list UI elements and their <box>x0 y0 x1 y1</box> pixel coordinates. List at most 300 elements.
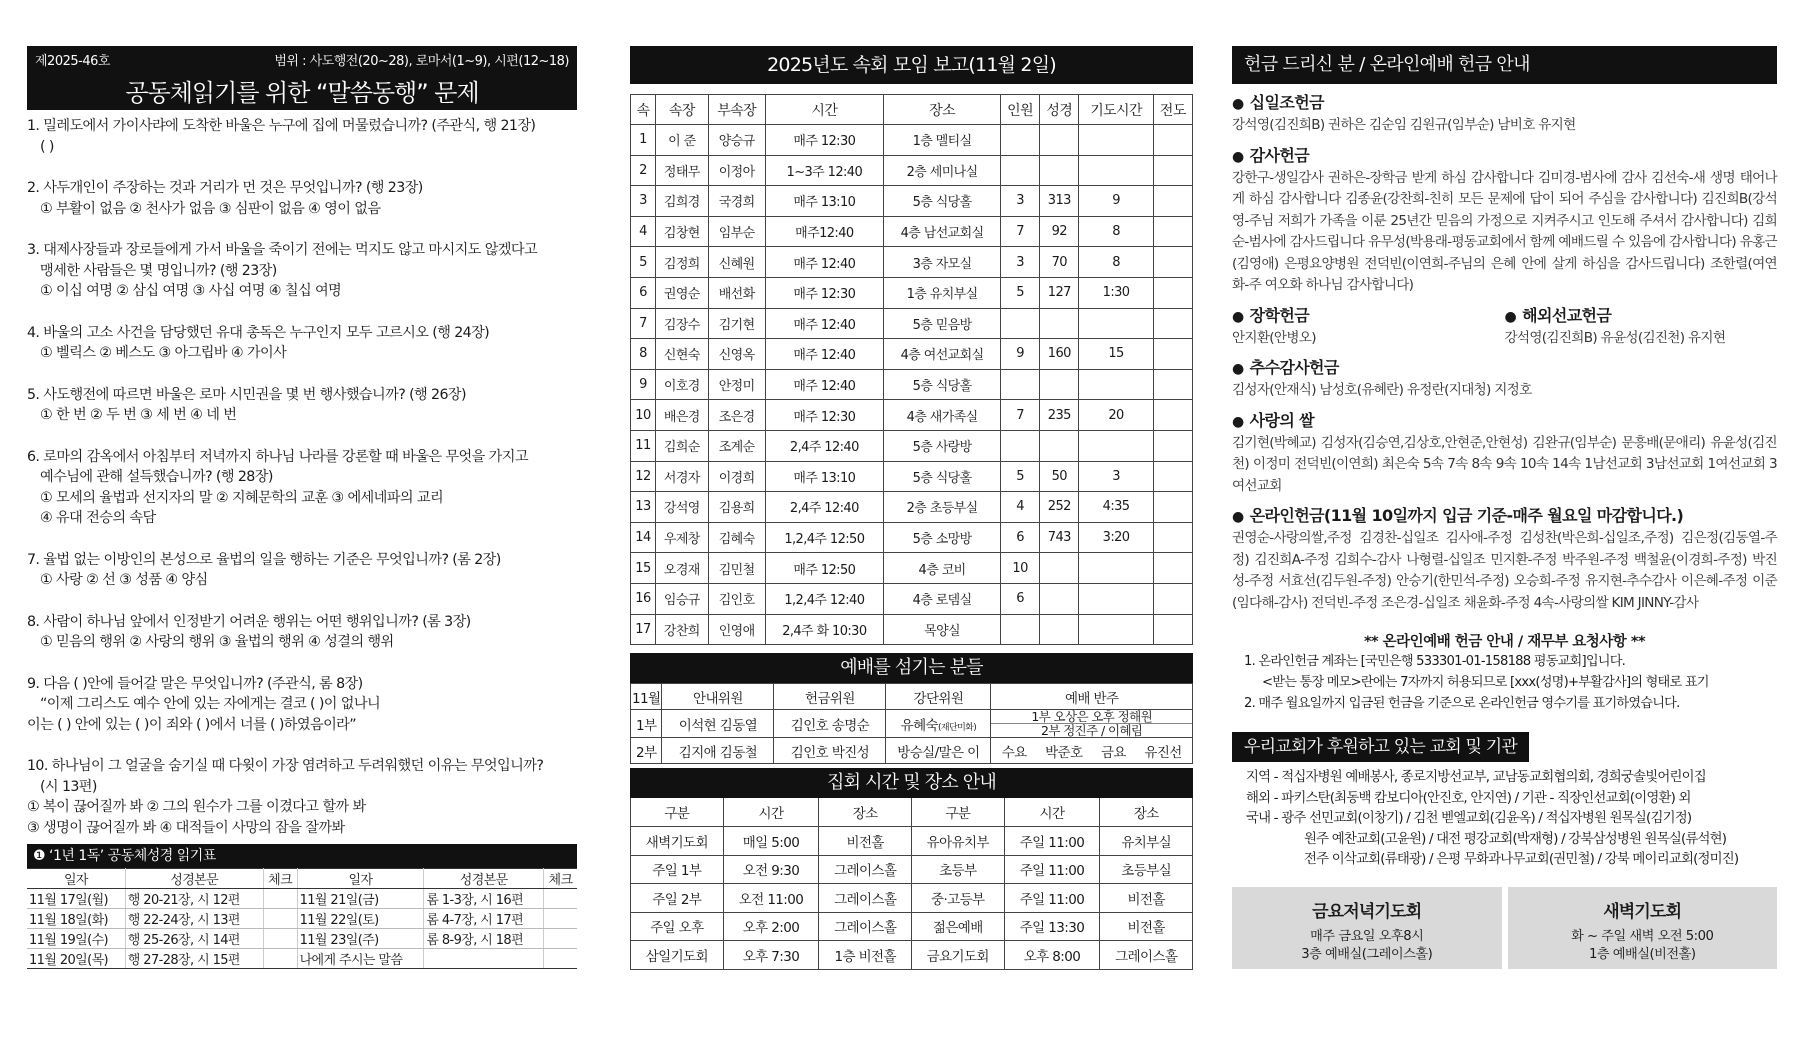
schedule-cell-header: 구분 <box>911 798 1004 827</box>
meeting-cell: 김희순 <box>655 430 708 461</box>
reading-cell <box>544 889 577 909</box>
meeting-cell: 국경희 <box>708 186 765 217</box>
meeting-cell: 임부순 <box>708 216 765 247</box>
meeting-cell: 정태무 <box>655 155 708 186</box>
meeting-cell <box>1079 614 1153 645</box>
reading-cell <box>424 949 544 969</box>
meeting-cell: 이정아 <box>708 155 765 186</box>
meeting-cell: 10 <box>1000 553 1039 584</box>
reading-cell <box>544 929 577 949</box>
meeting-cell: 8 <box>1079 216 1153 247</box>
reading-cell-header: 일자 <box>27 869 125 889</box>
reading-plan-title: ❶ ‘1년 1독’ 공동체성경 읽기표 <box>27 844 577 868</box>
schedule-cell: 오후 7:30 <box>723 941 819 970</box>
schedule-cell-header: 구분 <box>631 798 724 827</box>
meeting-cell: 3 <box>1000 186 1039 217</box>
schedule-row <box>631 912 1193 941</box>
meeting-cell <box>1079 553 1153 584</box>
meeting-cell: 4층 남선교회실 <box>884 216 1001 247</box>
reading-range: 범위 : 사도행전(20~28), 로마서(1~9), 시편(12~18) <box>274 54 569 69</box>
schedule-cell: 오전 11:00 <box>723 884 819 913</box>
offering-column <box>1232 46 1777 969</box>
meeting-cell <box>1153 522 1192 553</box>
online-title: ● 온라인헌금(11월 10일까지 입금 기준-매주 월요일 마감합니다.) <box>1232 505 1777 528</box>
meeting-cell-header: 인원 <box>1000 95 1039 125</box>
schedule-cell: 초등부실 <box>1100 855 1193 884</box>
meeting-cell: 3:20 <box>1079 522 1153 553</box>
meeting-cell: 4층 코비 <box>884 553 1001 584</box>
reading-cell-header: 성경본문 <box>125 869 263 889</box>
meeting-cell: 목양실 <box>884 614 1001 645</box>
meeting-cell: 4 <box>631 216 656 247</box>
meeting-cell <box>1040 125 1079 156</box>
schedule-cell: 유아유치부 <box>911 827 1004 856</box>
meeting-cell: 김민철 <box>708 553 765 584</box>
meeting-cell: 12 <box>631 461 656 492</box>
meeting-row <box>631 155 1193 186</box>
reading-cell: 롬 1-3장, 시 16편 <box>424 889 544 909</box>
meeting-column <box>630 46 1193 970</box>
schedule-cell: 비전홀 <box>1100 912 1193 941</box>
meeting-cell: 매주 12:30 <box>765 277 884 308</box>
meeting-cell <box>1079 125 1153 156</box>
meeting-cell: 4층 로뎀실 <box>884 583 1001 614</box>
servers-title: 예배를 섬기는 분들 <box>630 653 1193 683</box>
meeting-cell: 양승규 <box>708 125 765 156</box>
reading-row <box>27 889 577 909</box>
reading-row <box>27 949 577 969</box>
question-2: 2. 사두개인이 주장하는 것과 거리가 먼 것은 무엇입니까? (행 23장) ① 부활이 없음 ② 천사가 없음 ③ 심판이 없음 ④ 영이 없음 <box>27 180 423 217</box>
meeting-row <box>631 247 1193 278</box>
mission-list: 강석영(김진희B) 유윤성(김진천) 유지현 <box>1504 329 1726 346</box>
meeting-cell <box>1000 430 1039 461</box>
schedule-cell: 비전홀 <box>819 827 912 856</box>
reading-cell-header: 성경본문 <box>424 869 544 889</box>
schedule-cell: 주일 1부 <box>631 855 724 884</box>
question-7: 7. 율법 없는 이방인의 본성으로 율법의 일을 행하는 기준은 무엇입니까? (롬 2장) ① 사랑 ② 선 ③ 성품 ④ 양심 <box>27 551 501 588</box>
meeting-cell <box>1153 553 1192 584</box>
meeting-cell <box>1153 186 1192 217</box>
meeting-cell: 신혜원 <box>708 247 765 278</box>
meeting-cell: 5층 식당홀 <box>884 461 1001 492</box>
meeting-cell: 2 <box>631 155 656 186</box>
reading-cell <box>263 889 297 909</box>
schedule-row <box>631 884 1193 913</box>
meeting-cell <box>1153 492 1192 523</box>
meeting-report-title: 2025년도 속회 모임 보고(11월 2일) <box>630 46 1193 84</box>
meeting-cell: 160 <box>1040 339 1079 370</box>
meeting-cell: 9 <box>631 369 656 400</box>
meeting-cell: 17 <box>631 614 656 645</box>
meeting-cell: 2층 초등부실 <box>884 492 1001 523</box>
meeting-cell: 313 <box>1040 186 1079 217</box>
quiz-column <box>27 46 577 969</box>
question-10: 10. 하나님이 그 얼굴을 숨기실 때 다윗이 가장 염려하고 두려워했던 이유는 무엇입니까? (시 13편) ① 복이 끊어질까 봐 ② 그의 원수가 그를 이겼다고 할까 봐 ③ 생명이 끊어질까 봐 ④ 대적들이 사망의 잠을 잘까봐 <box>27 758 544 836</box>
schedule-cell: 1층 비전홀 <box>819 941 912 970</box>
reading-cell <box>544 909 577 929</box>
meeting-cell: 오경재 <box>655 553 708 584</box>
meeting-cell: 4 <box>1000 492 1039 523</box>
meeting-cell: 김혜숙 <box>708 522 765 553</box>
question-8: 8. 사람이 하나님 앞에서 인정받기 어려운 행위는 어떤 행위입니까? (롬 3장) ① 믿음의 행위 ② 사랑의 행위 ③ 율법의 행위 ④ 성결의 행위 <box>27 613 471 650</box>
schedule-cell: 그레이스홀 <box>1100 941 1193 970</box>
meeting-cell: 임승규 <box>655 583 708 614</box>
meeting-cell: 70 <box>1040 247 1079 278</box>
meeting-cell: 매주 12:50 <box>765 553 884 584</box>
schedule-cell: 그레이스홀 <box>819 884 912 913</box>
quiz-header <box>27 46 577 110</box>
schedule-cell: 주일 13:30 <box>1004 912 1100 941</box>
meeting-cell: 매주 12:30 <box>765 400 884 431</box>
meeting-cell <box>1000 155 1039 186</box>
friday-prayer-box: 금요저녁기도회 매주 금요일 오후8시 3층 예배실(그레이스홀) <box>1232 887 1502 969</box>
meeting-cell: 김창현 <box>655 216 708 247</box>
meeting-cell <box>1153 583 1192 614</box>
schedule-cell-header: 시간 <box>1004 798 1100 827</box>
reading-cell: 행 25-26장, 시 14편 <box>125 929 263 949</box>
meeting-row <box>631 614 1193 645</box>
meeting-cell: 6 <box>1000 522 1039 553</box>
schedule-cell-header: 장소 <box>1100 798 1193 827</box>
schedule-row <box>631 855 1193 884</box>
meeting-cell: 배선화 <box>708 277 765 308</box>
meeting-cell <box>1153 369 1192 400</box>
meeting-row <box>631 216 1193 247</box>
schedule-cell: 중·고등부 <box>911 884 1004 913</box>
schedule-cell: 주일 11:00 <box>1004 827 1100 856</box>
meeting-cell: 6 <box>1000 583 1039 614</box>
meeting-cell <box>1153 430 1192 461</box>
reading-cell-header: 일자 <box>297 869 424 889</box>
meeting-cell <box>1000 614 1039 645</box>
schedule-header-row <box>631 798 1193 827</box>
meeting-row <box>631 430 1193 461</box>
meeting-cell <box>1079 308 1153 339</box>
schedule-cell: 매일 5:00 <box>723 827 819 856</box>
harvest-title: ● 추수감사헌금 <box>1232 357 1777 380</box>
meeting-cell-header: 전도 <box>1153 95 1192 125</box>
meeting-cell: 4층 새가족실 <box>884 400 1001 431</box>
meeting-cell: 매주 12:40 <box>765 247 884 278</box>
reading-cell: 롬 8-9장, 시 18편 <box>424 929 544 949</box>
reading-cell: 11월 22일(토) <box>297 909 424 929</box>
issue-number: 제2025-46호 <box>35 54 110 69</box>
servers-row-2: 2부 김지애 김동철 김인호 박진성 방승실/말은 이 수요 박준호 금요 유진선 <box>631 738 1193 764</box>
meeting-cell-header: 속장 <box>655 95 708 125</box>
meeting-row <box>631 369 1193 400</box>
question-9: 9. 다음 ( )안에 들어갈 말은 무엇입니까? (주관식, 롬 8장) “이제 그리스도 예수 안에 있는 자에게는 결코 ( )이 없나니 이는 ( ) 안에 있는 ( )이 죄와 ( )에서 너를 ( )하였음이라” <box>27 675 381 733</box>
schedule-cell: 그레이스홀 <box>819 855 912 884</box>
mission-title: ● 해외선교헌금 <box>1505 305 1778 328</box>
meeting-cell: 235 <box>1040 400 1079 431</box>
meeting-cell: 조계순 <box>708 430 765 461</box>
meeting-cell: 이경희 <box>708 461 765 492</box>
meeting-row <box>631 308 1193 339</box>
meeting-cell <box>1079 155 1153 186</box>
meeting-cell <box>1000 369 1039 400</box>
scholarship-title: ● 장학헌금 <box>1232 305 1505 328</box>
meeting-cell-header: 시간 <box>765 95 884 125</box>
meeting-cell <box>1153 614 1192 645</box>
meeting-cell: 7 <box>1000 216 1039 247</box>
reading-cell: 11월 19일(수) <box>27 929 125 949</box>
reading-plan-table <box>27 868 577 969</box>
support-title: 우리교회가 후원하고 있는 교회 및 기관 <box>1232 732 1529 762</box>
reading-cell: 11월 21일(금) <box>297 889 424 909</box>
meeting-row <box>631 186 1193 217</box>
meeting-cell: 1층 멜티실 <box>884 125 1001 156</box>
meeting-cell-header: 성경 <box>1040 95 1079 125</box>
meeting-cell: 이호경 <box>655 369 708 400</box>
reading-cell <box>263 909 297 929</box>
meeting-cell: 1:30 <box>1079 277 1153 308</box>
question-4: 4. 바울의 고소 사건을 담당했던 유대 총독은 누구인지 모두 고르시오 (행 24장) ① 벨릭스 ② 베스도 ③ 아그립바 ④ 가이사 <box>27 324 490 361</box>
thanks-title: ● 감사헌금 <box>1232 145 1777 168</box>
meeting-cell: 이 준 <box>655 125 708 156</box>
meeting-cell: 1,2,4주 12:40 <box>765 583 884 614</box>
meeting-cell <box>1153 400 1192 431</box>
schedule-cell: 젊은예배 <box>911 912 1004 941</box>
reading-cell: 11월 17일(월) <box>27 889 125 909</box>
tithe-title: ● 십일조헌금 <box>1232 92 1777 115</box>
support-list: 지역 - 적십자병원 예배봉사, 종로지방선교부, 교남동교회협의회, 경희궁솔빛어린이집 해외 - 파키스탄(최동백 캄보디아(안진호, 안지연) / 기관 - 직장인선교회(이영환) 외 국내 - 광주 선민교회(이창기) / 김천 벧엘교회(김윤옥) / 적십자병원 원목실(김기정) 원주 예찬교회(고윤원) / 대전 평강교회(박재형) / 강북삼성병원 원목실(류석현) 전주 이삭교회(류태광) / 은평 무화과나무교회(권민철) / 강북 메이리교회(정미진) <box>1246 770 1739 867</box>
meeting-cell: 안정미 <box>708 369 765 400</box>
meeting-cell: 김기현 <box>708 308 765 339</box>
meeting-cell: 2,4주 화 10:30 <box>765 614 884 645</box>
meeting-cell: 김용희 <box>708 492 765 523</box>
thanks-list: 강한구-생일감사 권하은-장학금 받게 하심 감사합니다 김미경-범사에 감사 김선숙-새 생명 태어나게 하심 감사합니다 김종윤(강찬희-친히 모든 문제에 답이 되어 주심을 감사합니다) 김진희B(강석영-주님 저희가 가족을 이룬 25년간 믿음의 가정으로 지켜주시고 인도해 주셔서 감사합니다) 김희순-범사에 감사드립니다 유무성(박용래-평동교회에서 함께 예배드릴 수 있음에 감사합니다) 유홍근(김영애) 은평요양병원 전덕빈(이연희-주님의 은혜 안에 살게 하심을 감사드립니다) 조한렬(여연화-주 여오화 하나님 감사합니다) <box>1232 169 1777 293</box>
schedule-row <box>631 941 1193 970</box>
meeting-cell: 1층 유치부실 <box>884 277 1001 308</box>
meeting-cell: 11 <box>631 430 656 461</box>
offering-title: 헌금 드리신 분 / 온라인예배 헌금 안내 <box>1232 46 1777 84</box>
question-5: 5. 사도행전에 따르면 바울은 로마 시민권을 몇 번 행사했습니까? (행 26장) ① 한 번 ② 두 번 ③ 세 번 ④ 네 번 <box>27 386 466 423</box>
schedule-cell: 비전홀 <box>1100 884 1193 913</box>
reading-cell: 11월 18일(화) <box>27 909 125 929</box>
meeting-cell: 16 <box>631 583 656 614</box>
servers-row-1: 1부 이석현 김동열 김인호 송명순 유혜숙(재단미화) 1부 오상은 오후 정해원 2부 정진주 / 이혜림 <box>631 710 1193 738</box>
dawn-prayer-box: 새벽기도회 화 ~ 주일 새벽 오전 5:00 1층 예배실(비전홀) <box>1508 887 1778 969</box>
meeting-cell <box>1000 308 1039 339</box>
meeting-cell: 배은경 <box>655 400 708 431</box>
reading-cell: 11월 20일(목) <box>27 949 125 969</box>
reading-cell: 11월 23일(주) <box>297 929 424 949</box>
schedule-cell: 주일 11:00 <box>1004 855 1100 884</box>
reading-row <box>27 909 577 929</box>
meeting-row <box>631 339 1193 370</box>
quiz-questions <box>27 116 577 838</box>
online-note-title: ** 온라인예배 헌금 안내 / 재무부 요청사항 ** <box>1363 634 1646 650</box>
meeting-cell: 인영애 <box>708 614 765 645</box>
meeting-cell: 8 <box>1079 247 1153 278</box>
meeting-cell: 10 <box>631 400 656 431</box>
reading-row <box>27 929 577 949</box>
meeting-cell: 15 <box>631 553 656 584</box>
meeting-cell: 4층 여선교회실 <box>884 339 1001 370</box>
schedule-cell: 그레이스홀 <box>819 912 912 941</box>
meeting-cell: 15 <box>1079 339 1153 370</box>
meeting-cell: 신영옥 <box>708 339 765 370</box>
meeting-cell: 8 <box>631 339 656 370</box>
meeting-cell <box>1079 430 1153 461</box>
meeting-cell: 우제창 <box>655 522 708 553</box>
meeting-row <box>631 461 1193 492</box>
schedule-cell: 주일 오후 <box>631 912 724 941</box>
meeting-row <box>631 522 1193 553</box>
meeting-cell <box>1153 461 1192 492</box>
question-3: 3. 대제사장들과 장로들에게 가서 바울을 죽이기 전에는 먹지도 않고 마시지도 않겠다고 맹세한 사람들은 몇 명입니까? (행 23장) ① 이십 여명 ② 삼십 여명 ③ 사십 여명 ④ 칠십 여명 <box>27 242 538 299</box>
meeting-cell: 92 <box>1040 216 1079 247</box>
meeting-cell <box>1040 155 1079 186</box>
tithe-list: 강석영(김진희B) 권하은 김순임 김원규(임부순) 남비호 유지현 <box>1232 117 1576 133</box>
reading-cell <box>263 949 297 969</box>
reading-cell: 나에게 주시는 말씀 <box>297 949 424 969</box>
meeting-cell <box>1153 339 1192 370</box>
meeting-cell: 50 <box>1040 461 1079 492</box>
reading-cell-header: 체크 <box>263 869 297 889</box>
schedule-cell: 오후 8:00 <box>1004 941 1100 970</box>
reading-cell: 롬 4-7장, 시 17편 <box>424 909 544 929</box>
meeting-cell <box>1079 583 1153 614</box>
meeting-cell: 매주 12:40 <box>765 339 884 370</box>
meeting-cell: 매주 12:30 <box>765 125 884 156</box>
meeting-cell: 7 <box>631 308 656 339</box>
schedule-cell-header: 장소 <box>819 798 912 827</box>
schedule-cell: 금요기도회 <box>911 941 1004 970</box>
meeting-cell: 14 <box>631 522 656 553</box>
meeting-cell: 조은경 <box>708 400 765 431</box>
rice-title: ● 사랑의 쌀 <box>1232 410 1777 433</box>
reading-cell: 행 20-21장, 시 12편 <box>125 889 263 909</box>
meeting-cell: 20 <box>1079 400 1153 431</box>
reading-cell <box>544 949 577 969</box>
scholarship-list: 안지환(안병오) <box>1232 329 1316 346</box>
meeting-cell: 2,4주 12:40 <box>765 492 884 523</box>
meeting-cell: 3 <box>1079 461 1153 492</box>
meeting-cell <box>1153 216 1192 247</box>
meeting-cell: 5 <box>1000 277 1039 308</box>
meeting-cell: 김장수 <box>655 308 708 339</box>
meeting-cell: 서경자 <box>655 461 708 492</box>
meeting-cell: 9 <box>1079 186 1153 217</box>
online-note-line: 1. 온라인헌금 계좌는 [국민은행 533301-01-158188 평동교회]입니다. <box>1244 654 1626 669</box>
meeting-cell: 2,4주 12:40 <box>765 430 884 461</box>
meeting-cell <box>1153 247 1192 278</box>
meeting-row <box>631 277 1193 308</box>
meeting-cell: 3 <box>631 186 656 217</box>
meeting-cell: 강찬희 <box>655 614 708 645</box>
schedule-cell: 유치부실 <box>1100 827 1193 856</box>
schedule-cell: 주일 2부 <box>631 884 724 913</box>
schedule-title: 집회 시간 및 장소 안내 <box>630 768 1193 798</box>
meeting-cell: 6 <box>631 277 656 308</box>
meeting-cell: 5층 식당홀 <box>884 186 1001 217</box>
meeting-cell: 13 <box>631 492 656 523</box>
meeting-row <box>631 553 1193 584</box>
meeting-cell: 7 <box>1000 400 1039 431</box>
meeting-cell: 권영순 <box>655 277 708 308</box>
meeting-row <box>631 400 1193 431</box>
schedule-cell: 오전 9:30 <box>723 855 819 884</box>
meeting-cell: 4:35 <box>1079 492 1153 523</box>
meeting-cell: 매주 12:40 <box>765 369 884 400</box>
meeting-cell: 252 <box>1040 492 1079 523</box>
reading-cell <box>263 929 297 949</box>
schedule-table <box>630 798 1193 970</box>
meeting-cell: 1~3주 12:40 <box>765 155 884 186</box>
meeting-cell-header: 기도시간 <box>1079 95 1153 125</box>
meeting-cell: 3층 자모실 <box>884 247 1001 278</box>
meeting-cell-header: 부속장 <box>708 95 765 125</box>
meeting-cell: 매주 12:40 <box>765 308 884 339</box>
meeting-cell: 743 <box>1040 522 1079 553</box>
schedule-cell: 주일 11:00 <box>1004 884 1100 913</box>
meeting-cell <box>1040 614 1079 645</box>
meeting-cell: 5층 식당홀 <box>884 369 1001 400</box>
meeting-cell: 5층 사랑방 <box>884 430 1001 461</box>
meeting-cell: 3 <box>1000 247 1039 278</box>
reading-cell-header: 체크 <box>544 869 577 889</box>
meeting-cell <box>1040 369 1079 400</box>
quiz-title: 공동체읽기를 위한 “말씀동행” 문제 <box>125 79 479 107</box>
meeting-cell: 2층 세미나실 <box>884 155 1001 186</box>
schedule-row <box>631 827 1193 856</box>
meeting-cell: 9 <box>1000 339 1039 370</box>
rice-list: 김기현(박혜교) 김성자(김승연,김상호,안현준,안현성) 김완규(임부순) 문흥배(문애리) 유윤성(김진천) 이정미 전덕빈(이연희) 최은숙 5속 7속 8속 9속 10속 14속 1남선교회 3남선교회 1여선교회 3여선교회 <box>1232 434 1777 494</box>
meeting-cell: 1,2,4주 12:50 <box>765 522 884 553</box>
meeting-cell <box>1153 155 1192 186</box>
schedule-cell: 오후 2:00 <box>723 912 819 941</box>
meeting-cell: 매주 13:10 <box>765 461 884 492</box>
reading-cell: 행 22-24장, 시 13편 <box>125 909 263 929</box>
meeting-cell: 5 <box>1000 461 1039 492</box>
schedule-cell: 새벽기도회 <box>631 827 724 856</box>
meeting-row <box>631 583 1193 614</box>
servers-header-row: 11월 안내위원 헌금위원 강단위원 예배 반주 <box>631 684 1193 710</box>
meeting-cell <box>1153 125 1192 156</box>
meeting-report-table <box>630 94 1193 645</box>
meeting-cell: 1 <box>631 125 656 156</box>
meeting-cell: 5층 소망방 <box>884 522 1001 553</box>
meeting-cell <box>1040 583 1079 614</box>
meeting-cell: 매주12:40 <box>765 216 884 247</box>
online-note-line: 2. 매주 월요일까지 입금된 헌금을 기준으로 온라인헌금 영수기를 표기하였습니다. <box>1244 696 1680 711</box>
meeting-cell: 127 <box>1040 277 1079 308</box>
meeting-cell <box>1040 308 1079 339</box>
meeting-cell <box>1000 125 1039 156</box>
question-1: 1. 밀레도에서 가이사랴에 도착한 바울은 누구에 집에 머물렀습니까? (주관식, 행 21장) ( ) <box>27 118 536 155</box>
meeting-cell-header: 장소 <box>884 95 1001 125</box>
meeting-cell: 신현숙 <box>655 339 708 370</box>
meeting-cell: 매주 13:10 <box>765 186 884 217</box>
schedule-cell-header: 시간 <box>723 798 819 827</box>
meeting-cell <box>1153 308 1192 339</box>
online-note-line: <받는 통장 메모>란에는 7자까지 허용되므로 [xxx(성명)+부활감사]의 형태로 표기 <box>1262 675 1709 690</box>
meeting-cell-header: 속 <box>631 95 656 125</box>
meeting-cell: 5층 믿음방 <box>884 308 1001 339</box>
meeting-row <box>631 492 1193 523</box>
meeting-cell: 김희경 <box>655 186 708 217</box>
meeting-cell <box>1040 430 1079 461</box>
meeting-cell: 김인호 <box>708 583 765 614</box>
meeting-row <box>631 125 1193 156</box>
servers-table <box>630 683 1193 764</box>
meeting-cell: 김정희 <box>655 247 708 278</box>
meeting-cell: 강석영 <box>655 492 708 523</box>
meeting-cell <box>1040 553 1079 584</box>
meeting-cell <box>1079 369 1153 400</box>
reading-cell: 행 27-28장, 시 15편 <box>125 949 263 969</box>
